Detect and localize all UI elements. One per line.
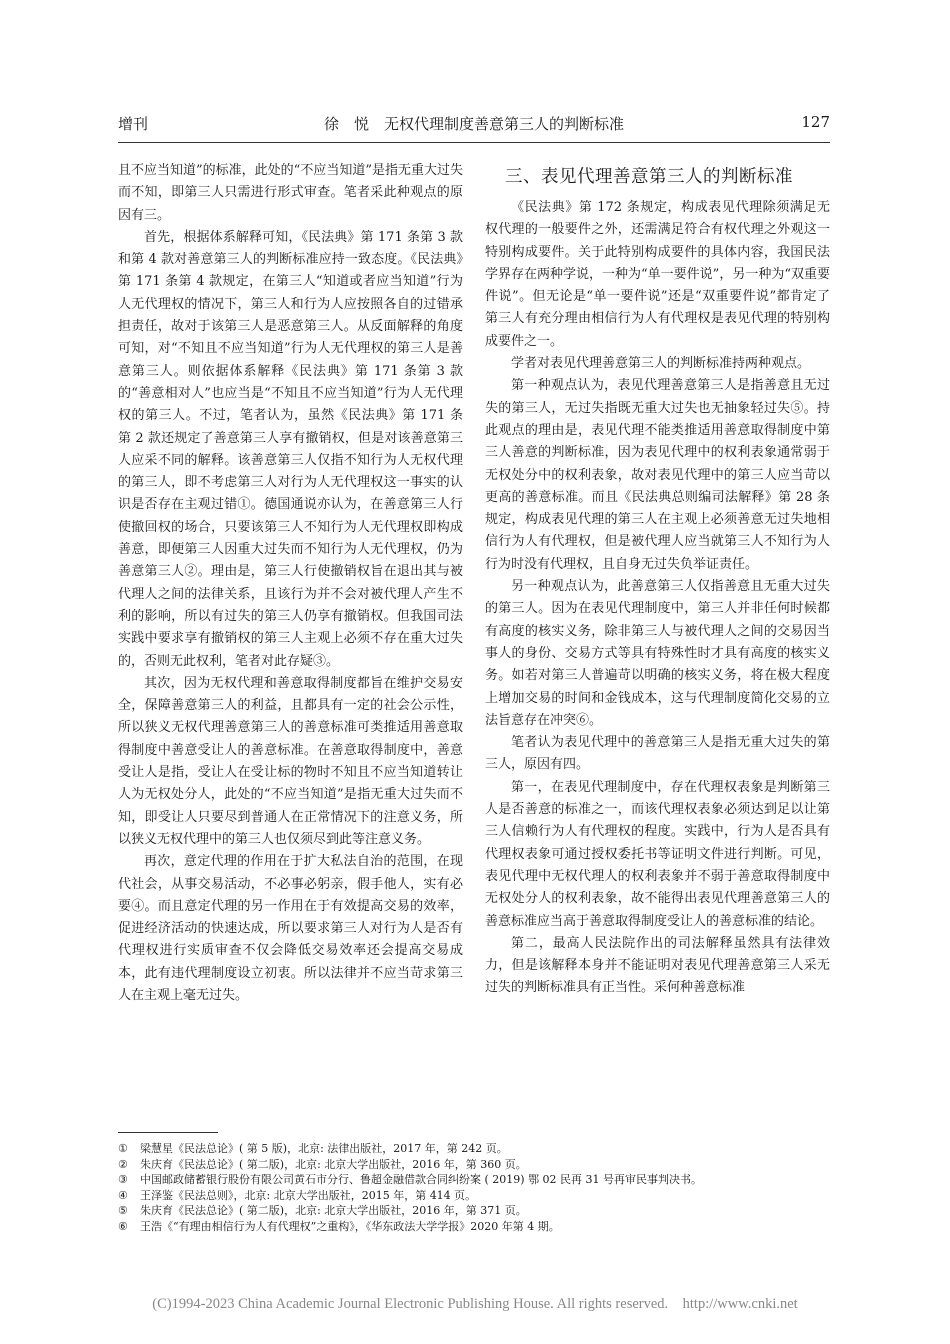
paragraph: 第一，在表见代理制度中，存在代理权表象是判断第三人是否善意的标准之一，而该代理权表象必须达到足以让第三人信赖行为人有代理权的程度。实践中，行为人是否具有代理权表象可通过授权委托书等证明文件进行判断。可见，表见代理中无权代理人的权利表象并不弱于善意取得制度中无权处分人的权利表象，故不能得出表见代理善意第三人的善意标准应当高于善意取得制度受让人的善意标准的结论。 [485, 779, 830, 929]
paragraph: 其次，因为无权代理和善意取得制度都旨在维护交易安全，保障善意第三人的利益，且都具有一定的社会公示性，所以狭义无权代理善意第三人的善意标准可类推适用善意取得制度中善意受让人的善意标准。在善意取得制度中，善意受让人是指，受让人在受让标的物时不知且不应当知道转让人为无权处分人，此处的“不应当知道”是指无重大过失而不知，即受让人只要尽到普通人在正常情况下的注意义务，所以狭义无权代理中的第三人也仅须尽到此等注意义务。 [118, 675, 463, 847]
section-title: 三、表见代理善意第三人的判断标准 [505, 167, 793, 187]
paragraph: 笔者认为表见代理中的善意第三人是指无重大过失的第三人，原因有四。 [485, 735, 830, 773]
page-number: 127 [801, 113, 830, 131]
footnote-number: ③ [118, 1173, 128, 1187]
footnote [118, 1172, 830, 1188]
footnote [118, 1157, 830, 1173]
footnote [118, 1219, 830, 1235]
paragraph: 第一种观点认为，表见代理善意第三人是指善意且无过失的第三人，无过失指既无重大过失也无抽象轻过失⑤。持此观点的理由是，表见代理不能类推适用善意取得制度中第三人善意的判断标准，因为表见代理中的权利表象通常弱于无权处分中的权利表象，故对表见代理中的第三人应当苛以更高的善意标准。而且《民法典总则编司法解释》第 28 条规定，构成表见代理的第三人在主观上必须善意无过失地相信行为人有代理权，但是被代理人应当就第三人不知行为人行为时没有代理权，且自身无过失负举证责任。 [485, 378, 830, 572]
footnote-text: 朱庆育《民法总论》( 第二版)，北京: 北京大学出版社，2016 年，第 360 页。 [140, 1157, 527, 1171]
footnote-number: ⑥ [118, 1219, 128, 1233]
paragraph: 学者对表见代理善意第三人的判断标准持两种观点。 [511, 356, 811, 372]
paragraph: 且不应当知道”的标准，此处的“不应当知道”是指无重大过失而不知，即第三人只需进行形式审查。笔者采此种观点的原因有三。 [118, 163, 463, 223]
footnote-text: 王泽鉴《民法总则》，北京: 北京大学出版社，2015 年，第 414 页。 [140, 1188, 477, 1202]
paragraph: 《民法典》第 172 条规定，构成表见代理除须满足无权代理的一般要件之外，还需满足符合有权代理之外观这一特别构成要件。关于此特别构成要件的具体内容，我国民法学界存在两种学说，一种为“单一要件说”，另一种为“双重要件说”。但无论是“单一要件说”还是“双重要件说”都肯定了第三人有充分理由相信行为人有代理权是表见代理的特别构成要件之一。 [485, 200, 830, 349]
footnote-text: 梁慧星《民法总论》( 第 5 版)，北京: 法律出版社，2017 年，第 242 页。 [140, 1142, 508, 1155]
footnote-number: ⑤ [118, 1204, 128, 1218]
footnote-text: 朱庆育《民法总论》( 第二版)，北京: 北京大学出版社，2016 年，第 371 页。 [140, 1204, 527, 1218]
running-title: 徐 悦 无权代理制度善意第三人的判断标准 [323, 115, 624, 133]
footnote-text: 王浩《“有理由相信行为人有代理权”之重构》，《华东政法大学学报》2020 年第 4 期。 [140, 1219, 560, 1233]
copyright-notice: (C)1994-2023 China Academic Journal Electronic Publishing House. All rights reserved. http://www.cnki.net [152, 1296, 798, 1312]
footnote-text: 中国邮政储蓄银行股份有限公司黄石市分行、鲁超金融借款合同纠纷案 ( 2019) 鄂 02 民再 31 号再审民事判决书。 [140, 1173, 703, 1187]
footnotes [118, 1141, 830, 1235]
footnote [118, 1141, 830, 1157]
right-column [485, 160, 830, 1000]
paragraph: 另一种观点认为，此善意第三人仅指善意且无重大过失的第三人。因为在表见代理制度中，第三人并非任何时候都有高度的核实义务，除非第三人与被代理人之间的交易因当事人的身份、交易方式等具有特殊性时才具有高度的核实义务。如若对第三人普遍苛以明确的核实义务，将在极大程度上增加交易的时间和金钱成本，这与代理制度简化交易的立法旨意存在冲突⑥。 [485, 579, 830, 728]
footnote-number: ④ [118, 1188, 128, 1202]
paragraph: 第二，最高人民法院作出的司法解释虽然具有法律效力，但是该解释本身并不能证明对表见代理善意第三人采无过失的判断标准具有正当性。采何种善意标准 [485, 935, 830, 996]
paragraph: 再次，意定代理的作用在于扩大私法自治的范围，在现代社会，从事交易活动，不必事必躬亲，假手他人，实有必要④。而且意定代理的另一作用在于有效提高交易的效率，促进经济活动的快速达成，所以要求第三人对行为人是否有代理权进行实质审查不仅会降低交易效率还会提高交易成本，此有违代理制度设立初衷。所以法律并不应当苛求第三人在主观上毫无过失。 [118, 854, 463, 1003]
footnote [118, 1188, 830, 1204]
journal-issue-label: 增刊 [118, 115, 149, 133]
footnote-number: ② [118, 1157, 128, 1171]
footnote-number: ① [118, 1142, 128, 1155]
footnote [118, 1203, 830, 1219]
left-column [118, 160, 463, 1007]
paragraph: 首先，根据体系解释可知，《民法典》第 171 条第 3 款和第 4 款对善意第三人的判断标准应持一致态度。《民法典》第 171 条第 4 款规定，在第三人“知道或者应当知道”行为人无代理权的情况下，第三人和行为人应按照各自的过错承担责任，故对于该第三人是恶意第三人。从反面解释的角度可知，对“不知且不应当知道”行为人无代理权的第三人是善意第三人。则依据体系解释《民法典》第 171 条第 3 款的“善意相对人”也应当是“不知且不应当知道”行为人无代理权的第三人。不过，笔者认为，虽然《民法典》第 171 条第 2 款还规定了善意第三人享有撤销权，但是对该善意第三人应采不同的解释。该善意第三人仅指不知行为人无权代理的第三人，即不考虑第三人对行为人无代理权这一事实的认识是否存在主观过错①。德国通说亦认为，在善意第三人行使撤回权的场合，只要该第三人不知行为人无代理权即构成善意，即便第三人因重大过失而不知行为人无代理权，仍为善意第三人②。理由是，第三人行使撤销权旨在退出其与被代理人之间的法律关系，且该行为并不会对被代理人产生不利的影响，所以有过失的第三人仍享有撤销权。但我国司法实践中要求享有撤销权的第三人主观上必须不存在重大过失的，否则无此权利，笔者对此存疑③。 [118, 229, 463, 669]
running-header [118, 113, 830, 137]
header-rule [118, 142, 830, 143]
footnote-rule [118, 1132, 218, 1133]
